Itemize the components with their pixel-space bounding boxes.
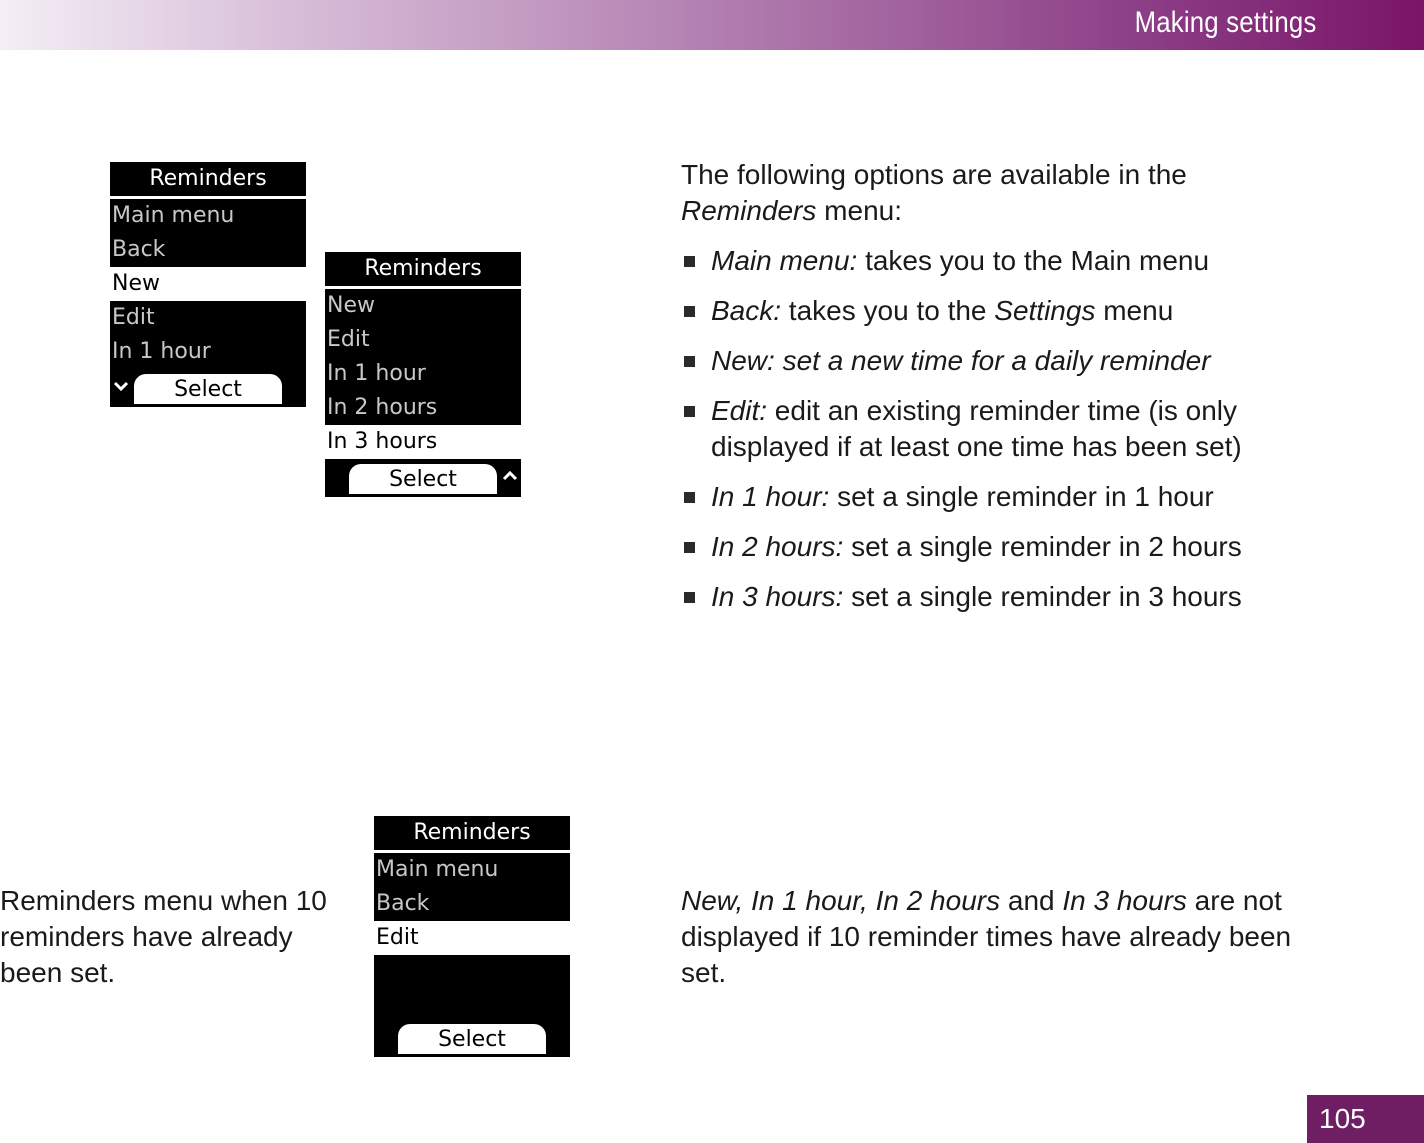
screen-title: Reminders [374,816,570,850]
select-softkey[interactable]: Select [349,464,497,494]
list-item: In 2 hours: set a single reminder in 2 hours [681,529,1361,565]
chevron-down-icon [112,374,130,398]
chevron-up-icon [501,464,519,488]
select-softkey[interactable]: Select [134,374,282,404]
menu-item-new[interactable]: New [110,267,306,301]
page-number: 105 [1307,1095,1424,1143]
list-item: In 1 hour: set a single reminder in 1 hour [681,479,1361,515]
screen-empty-area [374,955,570,1019]
menu-item-in-3-hours[interactable]: In 3 hours [325,425,521,459]
menu-item-main-menu[interactable]: Main menu [376,857,499,882]
list-item: Main menu: takes you to the Main menu [681,243,1361,279]
list-item: In 3 hours: set a single reminder in 3 hours [681,579,1361,615]
select-softkey[interactable]: Select [398,1024,546,1054]
menu-item-in-1-hour[interactable]: In 1 hour [112,339,211,364]
header-bar [0,0,1424,50]
list-item: Back: takes you to the Settings menu [681,293,1361,329]
screen-title: Reminders [110,162,306,196]
menu-item-edit[interactable]: Edit [327,327,370,352]
intro-paragraph [681,157,1321,229]
menu-item-edit[interactable]: Edit [374,921,570,955]
figure-caption: Reminders menu when 10 reminders have already been set. [0,885,327,988]
intro-text: The following options are available in the [681,159,1187,190]
menu-item-back[interactable]: Back [376,891,430,916]
device-screen-reminders-2 [325,252,521,497]
screen-title: Reminders [325,252,521,286]
page-title: Making settings [1134,6,1316,39]
menu-item-edit[interactable]: Edit [112,305,155,330]
list-item: New: set a new time for a daily reminder [681,343,1361,379]
menu-item-back[interactable]: Back [112,237,166,262]
note-paragraph: New, In 1 hour, In 2 hours and In 3 hours are not displayed if 10 reminder times have already been set. [681,885,1292,988]
menu-item-new[interactable]: New [327,293,375,318]
device-screen-reminders-1 [110,162,306,407]
intro-term: Reminders [681,195,817,226]
list-item: Edit: edit an existing reminder time (is only displayed if at least one time has been set) [681,393,1361,465]
menu-item-main-menu[interactable]: Main menu [112,203,235,228]
device-screen-reminders-3 [374,816,570,1057]
intro-text-end: menu: [816,195,902,226]
menu-item-in-1-hour[interactable]: In 1 hour [327,361,426,386]
menu-item-in-2-hours[interactable]: In 2 hours [327,395,438,420]
options-list [681,243,1361,629]
